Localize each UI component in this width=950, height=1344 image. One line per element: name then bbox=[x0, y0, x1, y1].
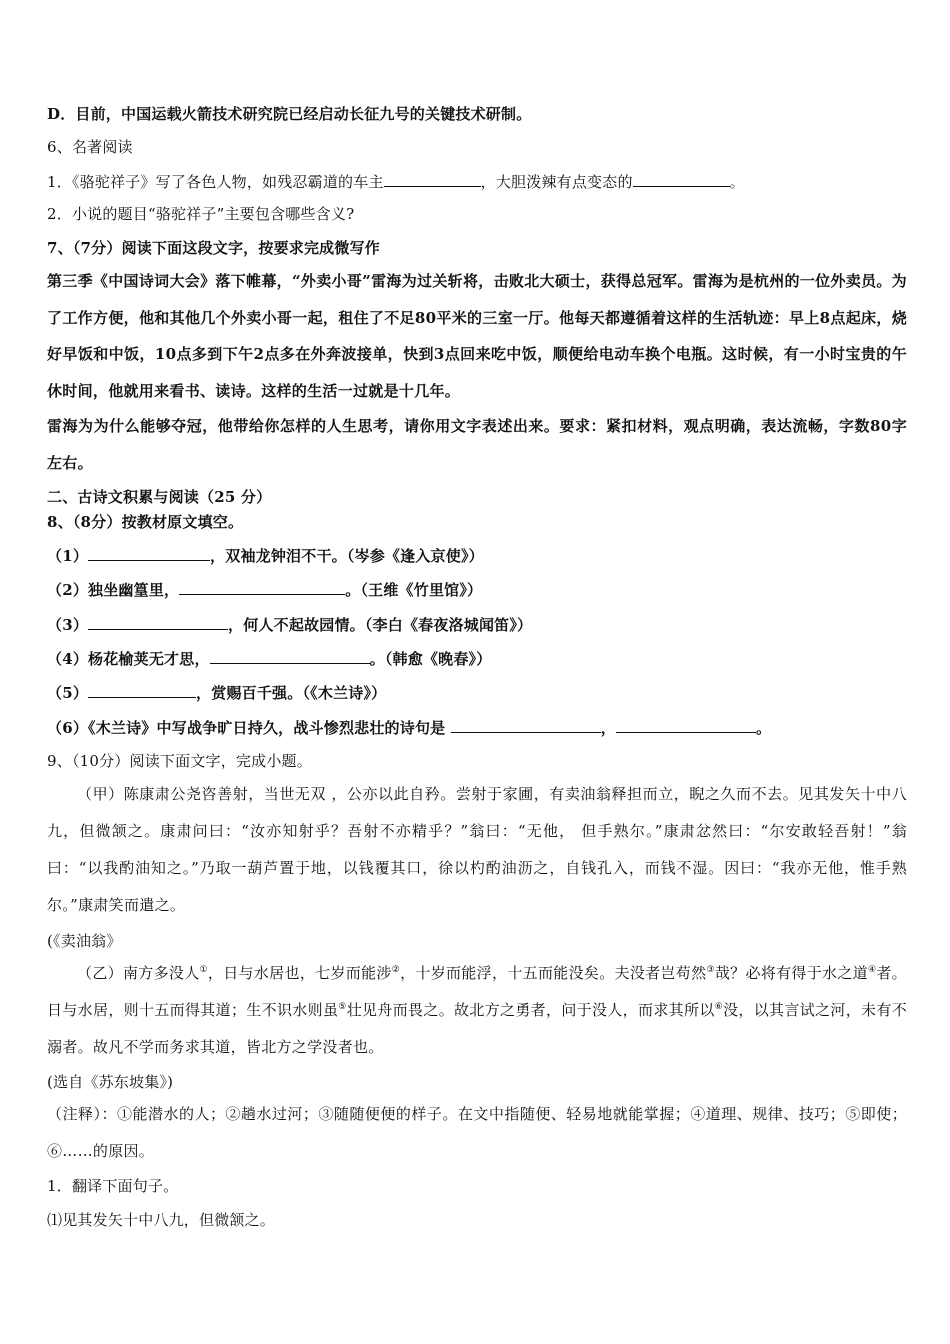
answer-blank bbox=[616, 717, 756, 733]
answer-blank bbox=[88, 614, 228, 630]
answer-blank bbox=[384, 171, 481, 187]
q8-3-text: ，何人不起故园情。（李白《春夜洛城闻笛》） bbox=[228, 616, 533, 634]
q8-5-text: ，赏赐百千强。（《木兰诗》） bbox=[196, 684, 387, 702]
yi-text: 没，以其言试之河，未有不溺者。故凡不学而务求其道，皆北方之学没者也。 bbox=[47, 1001, 908, 1056]
yi-text: 者。日与水居，则十五而得其道；生不识水则虽 bbox=[47, 964, 907, 1019]
footnote-mark: ① bbox=[199, 965, 208, 975]
footnote-mark: ③ bbox=[706, 965, 715, 975]
passage-yi-source: (选自《苏东坡集》) bbox=[47, 1073, 174, 1091]
question-8-title: 8、（8分）按教材原文填空。 bbox=[47, 513, 244, 531]
question-7-material: 第三季《中国诗词大会》落下帷幕，“外卖小哥”雷海为过关斩将，击败北大硕士，获得总冠军。雷海为是杭州的一位外卖员。为了工作方便，他和其他几个外卖小哥一起，租住了不足80平米的三室一厅。他每天都遵循着这样的生活轨迹：早上8点起床，烧好早饭和中饭，10点多到下午2点多在外奔波接单，快到3点回来吃中饭，顺便给电动车换个电瓶。这时候，有一小时宝贵的午休时间，他就用来看书、读诗。这样的生活一过就是十几年。 bbox=[47, 272, 907, 400]
yi-text: ，日与水居也，七岁而能涉 bbox=[207, 964, 392, 982]
question-7-task: 雷海为为什么能够夺冠，他带给你怎样的人生思考，请你用文字表述出来。要求：紧扣材料，观点明确，表达流畅，字数80字左右。 bbox=[47, 417, 907, 472]
q6-1-text: 1．《骆驼祥子》写了各色人物，如残忍霸道的车主 bbox=[47, 173, 384, 191]
question-8-1 bbox=[47, 545, 484, 566]
passage-yi bbox=[47, 955, 907, 1066]
q8-2-text: （2）独坐幽篁里， bbox=[47, 581, 180, 599]
footnote-mark: ② bbox=[391, 965, 401, 975]
footnote-mark: ④ bbox=[867, 965, 877, 975]
answer-blank bbox=[210, 648, 370, 664]
q8-6-text-end: 。 bbox=[755, 719, 772, 737]
yi-text: （乙）南方多没人 bbox=[77, 964, 200, 982]
question-8-6 bbox=[47, 717, 771, 738]
q8-6-text-mid: ， bbox=[600, 719, 616, 737]
footnote-mark: ⑤ bbox=[338, 1002, 347, 1012]
translate-question: 1．翻译下面句子。 bbox=[47, 1177, 179, 1195]
question-6-2: 2．小说的题目“骆驼祥子”主要包含哪些含义? bbox=[47, 205, 355, 223]
translate-question-1: ⑴见其发矢十中八九，但微颔之。 bbox=[47, 1211, 276, 1229]
question-6-title: 6、名著阅读 bbox=[47, 138, 133, 156]
section-2-heading: 二、古诗文积累与阅读（25 分） bbox=[47, 488, 272, 506]
passage-jia-source: (《卖油翁》 bbox=[47, 932, 122, 950]
option-d: D．目前，中国运载火箭技术研究院已经启动长征九号的关键技术研制。 bbox=[47, 105, 532, 123]
q8-5-label: （5） bbox=[47, 684, 89, 702]
q8-4-text: （4）杨花榆荚无才思， bbox=[47, 650, 210, 668]
question-6-1 bbox=[47, 171, 745, 192]
q8-6-text: （6）《木兰诗》中写战争旷日持久，战斗惨烈悲壮的诗句是 bbox=[47, 719, 451, 737]
question-8-3 bbox=[47, 614, 532, 635]
question-9-title: 9、（10分）阅读下面文字，完成小题。 bbox=[47, 752, 312, 770]
yi-text: ，十岁而能浮，十五而能没矣。夫没者岂苟然 bbox=[400, 964, 707, 982]
question-8-2 bbox=[47, 579, 482, 600]
q8-1-text: ，双袖龙钟泪不干。（岑参《逢入京使》） bbox=[210, 547, 484, 565]
question-8-4 bbox=[47, 648, 491, 669]
answer-blank bbox=[633, 171, 730, 187]
yi-text: 哉？必将有得于水之道 bbox=[714, 964, 868, 982]
answer-blank bbox=[451, 717, 601, 733]
q6-1-text-mid: ，大胆泼辣有点变态的 bbox=[480, 173, 633, 191]
answer-blank bbox=[179, 579, 345, 595]
q8-1-label: （1） bbox=[47, 547, 89, 565]
yi-text: 壮见舟而畏之。故北方之勇者，问于没人，而求其所以 bbox=[346, 1001, 715, 1019]
q8-2-text-post: 。（王维《竹里馆》） bbox=[345, 581, 483, 599]
q8-4-text-post: 。（韩愈《晚春》） bbox=[369, 650, 492, 668]
footnote-mark: ⑥ bbox=[714, 1002, 724, 1012]
annotations: （注释）：①能潜水的人；②趟水过河；③随随便便的样子。在文中指随便、轻易地就能掌握；④道理、规律、技巧；⑤即使；⑥……的原因。 bbox=[47, 1105, 907, 1160]
answer-blank bbox=[88, 682, 196, 698]
q8-3-label: （3） bbox=[47, 616, 89, 634]
q6-1-text-end: 。 bbox=[729, 173, 745, 191]
answer-blank bbox=[88, 545, 210, 561]
question-8-5 bbox=[47, 682, 386, 703]
passage-jia: （甲）陈康肃公尧咨善射，当世无双 ，公亦以此自矜。尝射于家圃，有卖油翁释担而立，睨之久而不去。见其发矢十中八九，但微颔之。康肃问曰：“汝亦知射乎？吾射不亦精乎？”翁曰：“无他， 但手熟尔。”康肃忿然曰：“尔安敢轻吾射！”翁曰：“以我酌油知之。”乃取一葫芦置于地，以钱覆其口，徐以杓酌油沥之，自钱孔入，而钱不湿。因曰：“我亦无他，惟手熟尔。”康肃笑而遣之。 bbox=[47, 785, 907, 914]
question-7-title: 7、（7分）阅读下面这段文字，按要求完成微写作 bbox=[47, 239, 380, 257]
